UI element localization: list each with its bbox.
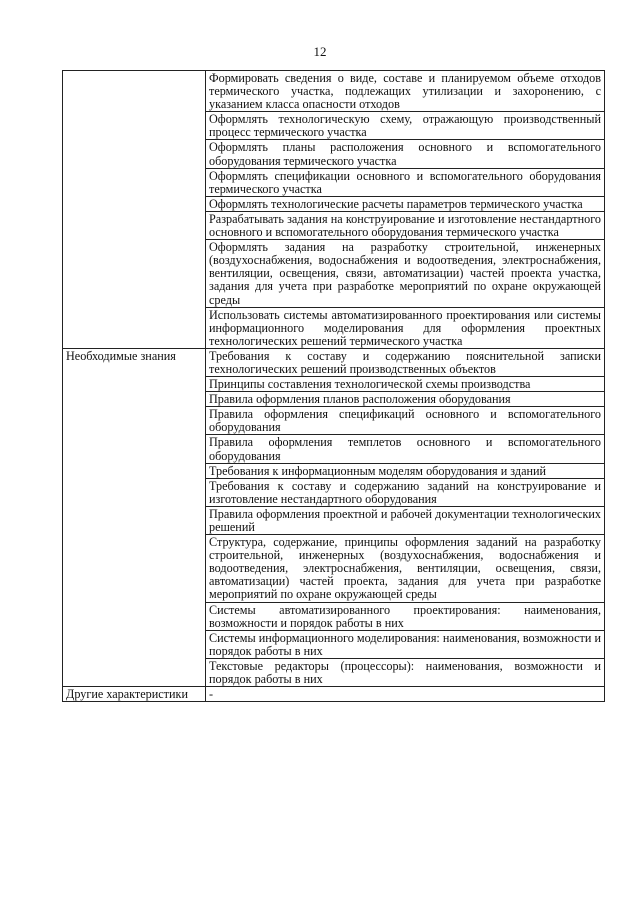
table-row <box>63 630 605 658</box>
row-content: Оформлять задания на разработку строительной, инженерных (воздухоснабжения, водоснабжения и водоотведения, электроснабжения, вентиляции, освещения, связи, автоматизации) частей проекта участка, задания для учета при разработке мероприятий по охране окружающей среды <box>206 240 605 307</box>
row-content: Правила оформления темплетов основного и вспомогательного оборудования <box>206 435 605 463</box>
table-row <box>63 478 605 506</box>
row-label-empty <box>63 602 206 630</box>
table-row <box>63 535 605 602</box>
row-content: Разрабатывать задания на конструирование и изготовление нестандартного основного и вспомогательного оборудования термического участка <box>206 211 605 239</box>
row-content: Системы автоматизированного проектирования: наименования, возможности и порядок работы в них <box>206 602 605 630</box>
row-content: Оформлять технологические расчеты параметров термического участка <box>206 196 605 211</box>
table-row <box>63 687 605 702</box>
table-row <box>63 463 605 478</box>
table-row <box>63 348 605 376</box>
row-content: Системы информационного моделирования: наименования, возможности и порядок работы в них <box>206 630 605 658</box>
row-label-empty <box>63 377 206 392</box>
row-content: - <box>206 687 605 702</box>
row-content: Принципы составления технологической схемы производства <box>206 377 605 392</box>
row-label-empty <box>63 240 206 307</box>
row-content: Формировать сведения о виде, составе и планируемом объеме отходов термического участка, подлежащих утилизации и захоронению, с указанием класса опасности отходов <box>206 71 605 112</box>
table-row <box>63 71 605 112</box>
table-row <box>63 658 605 686</box>
table-row <box>63 196 605 211</box>
row-label-empty <box>63 535 206 602</box>
row-label-empty <box>63 140 206 168</box>
table-row <box>63 407 605 435</box>
row-content: Правила оформления планов расположения оборудования <box>206 392 605 407</box>
row-content: Текстовые редакторы (процессоры): наименования, возможности и порядок работы в них <box>206 658 605 686</box>
row-label-empty <box>63 478 206 506</box>
row-label-empty <box>63 112 206 140</box>
competency-table <box>62 70 605 702</box>
row-label-empty <box>63 71 206 112</box>
table-row <box>63 112 605 140</box>
table-row <box>63 506 605 534</box>
row-content: Требования к составу и содержанию пояснительной записки технологических решений производственных объектов <box>206 348 605 376</box>
row-label-empty <box>63 211 206 239</box>
table-row <box>63 240 605 307</box>
row-label-empty <box>63 435 206 463</box>
row-content: Оформлять спецификации основного и вспомогательного оборудования термического участка <box>206 168 605 196</box>
page-number: 12 <box>313 44 327 59</box>
table-row <box>63 435 605 463</box>
table-row <box>63 168 605 196</box>
row-label-empty <box>63 407 206 435</box>
table-row <box>63 377 605 392</box>
row-content: Требования к составу и содержанию заданий на конструирование и изготовление нестандартного оборудования <box>206 478 605 506</box>
row-content: Использовать системы автоматизированного проектирования или системы информационного моделирования для оформления проектных технологических решений термического участка <box>206 307 605 348</box>
row-content: Правила оформления проектной и рабочей документации технологических решений <box>206 506 605 534</box>
row-label-empty <box>63 658 206 686</box>
row-content: Оформлять технологическую схему, отражающую производственный процесс термического участка <box>206 112 605 140</box>
row-content: Требования к информационным моделям оборудования и зданий <box>206 463 605 478</box>
table-row <box>63 211 605 239</box>
row-label-empty <box>63 392 206 407</box>
table-body <box>63 71 605 702</box>
row-label: Необходимые знания <box>63 348 206 376</box>
row-label-empty <box>63 630 206 658</box>
row-content: Структура, содержание, принципы оформления заданий на разработку строительной, инженерных (воздухоснабжения, водоснабжения и водоотведения, электроснабжения, вентиляции, освещения, связи, автоматизации) частей проекта, задания для учета при разработке мероприятий по охране окружающей среды <box>206 535 605 602</box>
row-label-empty <box>63 168 206 196</box>
table-row <box>63 392 605 407</box>
row-label: Другие характеристики <box>63 687 206 702</box>
row-label-empty <box>63 307 206 348</box>
row-label-empty <box>63 463 206 478</box>
row-label-empty <box>63 506 206 534</box>
table-row <box>63 602 605 630</box>
row-content: Оформлять планы расположения основного и вспомогательного оборудования термического участка <box>206 140 605 168</box>
row-label-empty <box>63 196 206 211</box>
row-content: Правила оформления спецификаций основного и вспомогательного оборудования <box>206 407 605 435</box>
table-row <box>63 307 605 348</box>
table-row <box>63 140 605 168</box>
